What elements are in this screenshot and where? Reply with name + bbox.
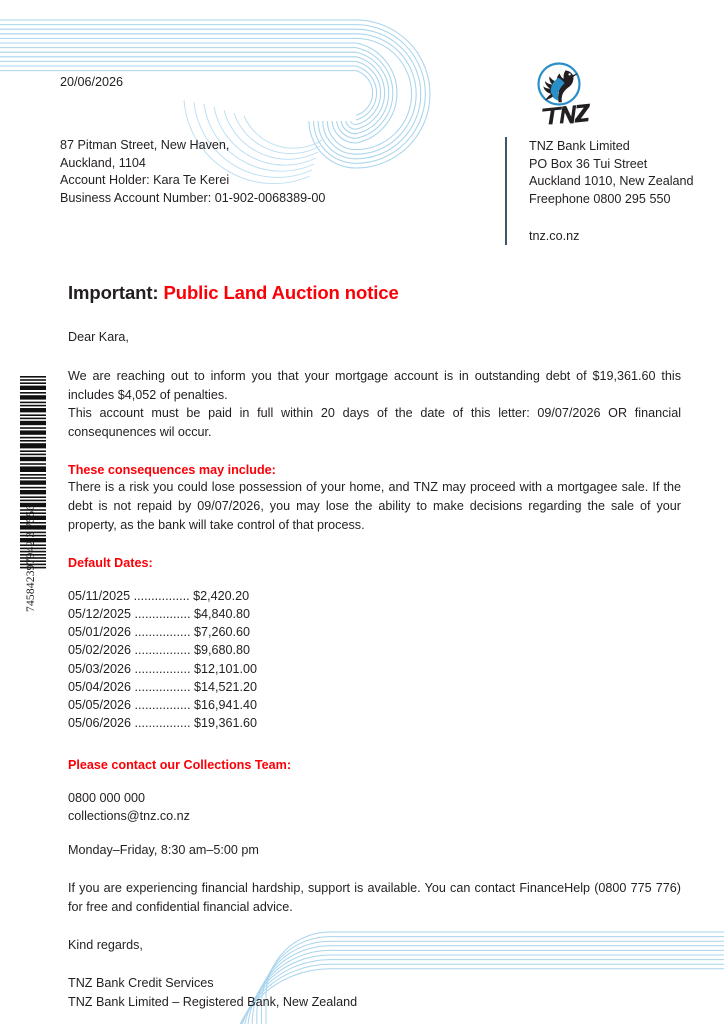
default-date-amount: $2,420.20 [193, 589, 250, 604]
default-date-row [68, 605, 681, 623]
recipient-account-number: Business Account Number: 01-902-0068389-00 [60, 190, 326, 205]
default-date-row [68, 696, 681, 714]
default-date-value: 05/06/2026 [68, 715, 132, 730]
signature-department: TNZ Bank Credit Services [68, 976, 214, 991]
default-date-amount: $19,361.60 [194, 715, 258, 730]
dot-leader: ................ [131, 607, 195, 622]
default-date-row [68, 678, 681, 696]
letter-date: 20/06/2026 [60, 75, 124, 89]
collections-contact-heading: Please contact our Collections Team: [68, 757, 292, 772]
headline-kicker: Important: [68, 282, 159, 303]
recipient-address-line1: 87 Pitman Street, New Haven, [60, 138, 230, 152]
letter-body [68, 282, 681, 1011]
tui-bird-icon [528, 60, 590, 128]
tnz-wordmark [542, 104, 590, 125]
dot-leader: ................ [131, 715, 195, 730]
default-date-amount: $12,101.00 [194, 661, 258, 676]
consequences-heading: These consequences may include: [68, 463, 276, 478]
default-date-row [68, 641, 681, 659]
paragraph-outstanding-debt: We are reaching out to inform you that your mortgage account is in outstanding debt of $19,361.60 this includes $4,052 of penalties. [68, 369, 681, 402]
page-title [68, 282, 681, 304]
sender-address-block [529, 138, 694, 208]
default-date-amount: $7,260.60 [194, 625, 251, 640]
default-dates-heading: Default Dates: [68, 556, 153, 571]
default-date-value: 05/02/2026 [68, 643, 132, 658]
default-date-value: 05/05/2026 [68, 697, 132, 712]
default-date-row [68, 714, 681, 732]
barcode-number: 745842397942 3 7556 [25, 504, 37, 612]
sender-freephone: Freephone 0800 295 550 [529, 191, 671, 206]
default-date-amount: $16,941.40 [194, 697, 258, 712]
paragraph-consequences: There is a risk you could lose possession of your home, and TNZ may proceed with a mortgagee sale. If the debt is not repaid by 09/07/2026, you may lose the ability to make decisions regarding the sale of your property, as the bank will take control of that process. [68, 480, 681, 532]
sender-po-box: PO Box 36 Tui Street [529, 156, 648, 171]
default-date-value: 05/11/2025 [68, 589, 131, 604]
dot-leader: ................ [131, 643, 195, 658]
collections-hours: Monday–Friday, 8:30 am–5:00 pm [68, 843, 259, 858]
dot-leader: ................ [131, 625, 195, 640]
collections-phone[interactable]: 0800 000 000 [68, 790, 146, 805]
default-date-amount: $14,521.20 [194, 679, 258, 694]
dot-leader: ................ [130, 589, 194, 604]
dot-leader: ................ [131, 679, 195, 694]
closing: Kind regards, [68, 938, 143, 953]
collections-email[interactable]: collections@tnz.co.nz [68, 809, 190, 823]
default-date-value: 05/12/2025 [68, 607, 132, 622]
paragraph-payment-deadline: This account must be paid in full within 20 days of the date of this letter: 09/07/2026 OR financial consequnences wil occur. [68, 406, 681, 439]
default-date-row [68, 660, 681, 678]
sender-name: TNZ Bank Limited [529, 139, 630, 153]
default-date-row [68, 587, 681, 605]
sender-divider-rule [505, 137, 507, 245]
default-date-value: 05/04/2026 [68, 679, 132, 694]
recipient-address-line2: Auckland, 1104 [60, 155, 146, 170]
salutation: Dear Kara, [68, 330, 129, 344]
recipient-address-block [60, 137, 325, 207]
signature-legal-entity: TNZ Bank Limited – Registered Bank, New Zealand [68, 994, 358, 1009]
sender-city: Auckland 1010, New Zealand [529, 174, 694, 188]
default-date-amount: $4,840.80 [194, 607, 251, 622]
dot-leader: ................ [131, 697, 195, 712]
default-date-value: 05/03/2026 [68, 661, 132, 676]
default-dates-list [68, 587, 681, 732]
headline-subject: Public Land Auction notice [163, 282, 399, 303]
default-date-amount: $9,680.80 [194, 643, 251, 658]
default-date-row [68, 623, 681, 641]
recipient-account-holder: Account Holder: Kara Te Kerei [60, 173, 230, 187]
default-date-value: 05/01/2026 [68, 625, 132, 640]
dot-leader: ................ [131, 661, 195, 676]
sender-website: tnz.co.nz [529, 229, 580, 243]
paragraph-hardship-support: If you are experiencing financial hardship, support is available. You can contact FinanceHelp (0800 775 776) for free and confidential financial advice. [68, 881, 681, 914]
tnz-bank-logo [528, 60, 590, 128]
